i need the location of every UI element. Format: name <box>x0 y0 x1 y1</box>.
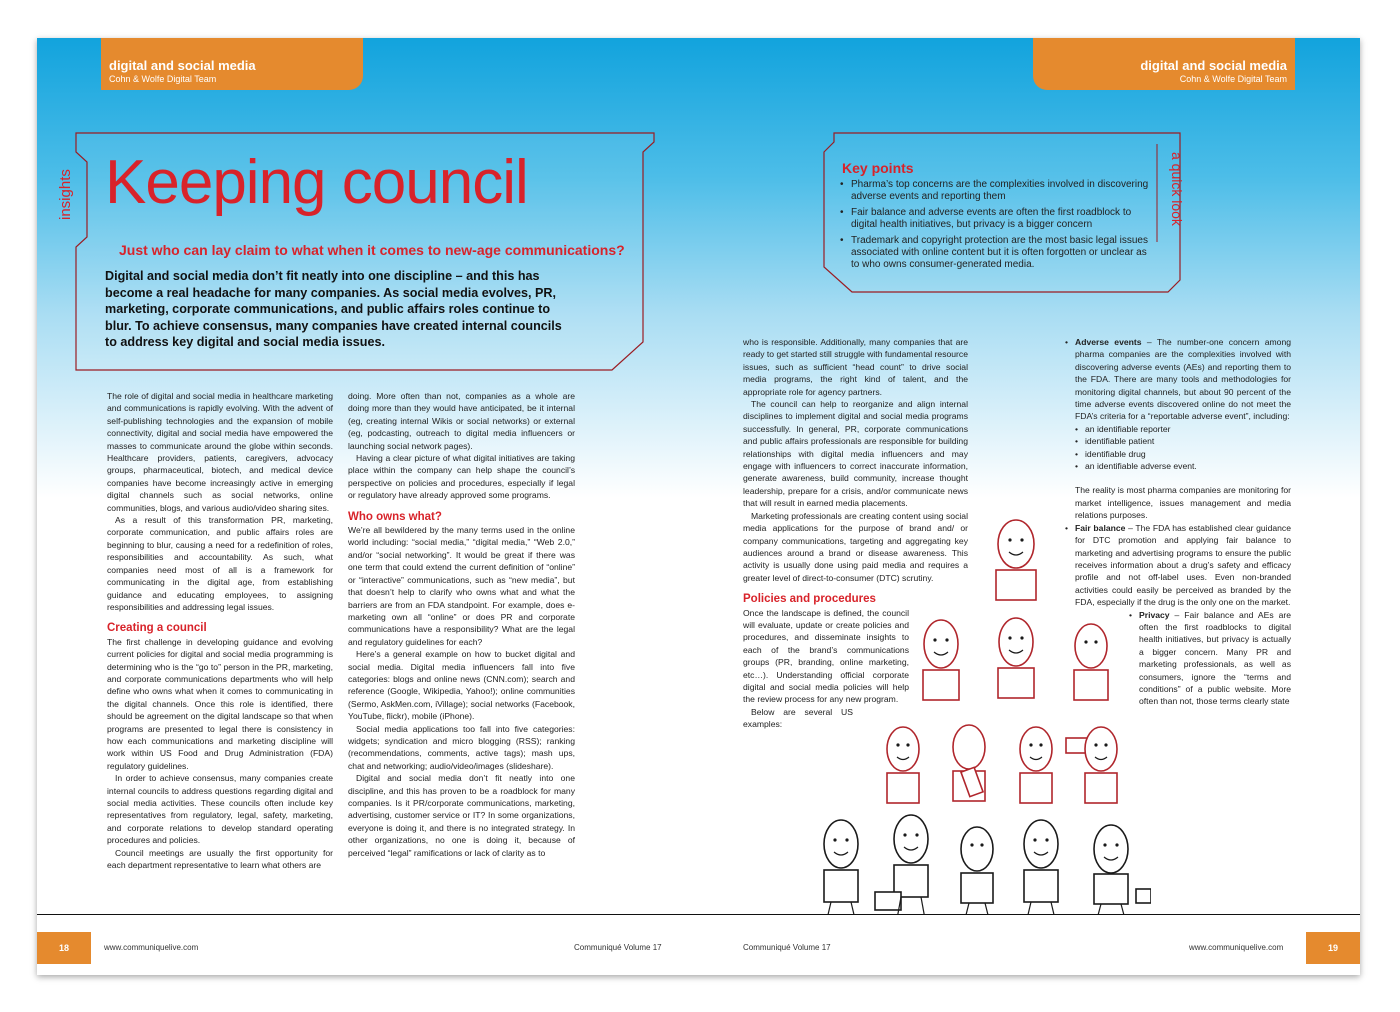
list-item <box>1127 609 1291 708</box>
section-heading: Who owns what? <box>348 510 442 523</box>
header-title: digital and social media <box>1140 58 1287 73</box>
paragraph: Marketing professionals are creating content using social media applications for the purpose of brand and/ or company communications, targeting and aggregating key audiences around a brand or disease awareness. This activity is usually done using paid media and requires a greater level of direct-to-consumer (DTC) scrutiny. <box>743 510 968 583</box>
sub-bullet-list <box>1063 423 1291 473</box>
paragraph: In order to achieve consensus, many companies create internal councils to address questions regarding digital and social media activities. These councils often include key representatives from regulatory, legal, safety, marketing, and corporate relations to develop standard operating procedures and policies. <box>107 773 333 846</box>
section-heading: Creating a council <box>107 622 207 635</box>
header-tab-right <box>1033 38 1295 90</box>
header-subtitle: Cohn & Wolfe Digital Team <box>109 74 217 84</box>
header-tab-left <box>101 38 363 90</box>
footer-magazine: Communiqué Volume 17 <box>574 943 662 952</box>
footer-url: www.communiquelive.com <box>1189 943 1284 952</box>
bullet-label: Privacy <box>1139 609 1170 620</box>
article-lede: Digital and social media don’t fit neatly into one discipline – and this has become a real headache for many companies. As social media evolves, PR, marketing, corporate communications, and public affairs roles continue to blur. To achieve consensus, many companies have created internal councils to address key digital and social media issues. <box>105 269 562 350</box>
footer-magazine: Communiqué Volume 17 <box>743 943 831 952</box>
text-column-2 <box>348 390 575 859</box>
magazine-spread <box>37 38 1360 975</box>
paragraph: The reality is most pharma companies are monitoring for market intelligence, issues management and media relations purposes. <box>1075 485 1291 521</box>
header-subtitle: Cohn & Wolfe Digital Team <box>1179 74 1287 84</box>
list-item: • an identifiable reporter <box>1063 423 1291 435</box>
list-item <box>1063 336 1291 423</box>
svg-text:a quick look: a quick look <box>1169 152 1185 226</box>
paragraph: The role of digital and social media in healthcare marketing and communications is rapidly evolving. With the advent of self-publishing technologies and the expansion of mobile connectivity, digital and social media have empowered the masses to communicate around the globe within seconds. Healthcare providers, patients, caregivers, advocacy groups, pharmaceutical, biotech, and medical device companies have become increasingly active in emerging digital channels such as social networks, online communities, blogs, and various audio/video sharing sites. <box>107 391 333 513</box>
paragraph: The council can help to reorganize and align internal disciplines to implement digital and social media programs successfully. In general, PR, corporate communications and public affairs professionals are responsible for building relationships with digital media influencers and may engage with influencers to correct inaccurate information, generate awareness, build community, increase thought leadership, prepare for a crisis, and/or communicate news that will result in earned media placements. <box>743 399 968 509</box>
list-item: • identifiable drug <box>1063 448 1291 460</box>
svg-text:insights: insights <box>57 169 74 220</box>
footer-url: www.communiquelive.com <box>104 943 199 952</box>
paragraph: We’re all bewildered by the many terms used in the online world including: “social media,” “digital media,” “Web 2.0,” and/or “social networking”. It would be great if there was one term that could extend the current definition of “online” or “interactive” communications, such as “new media”, but that doesn’t help to clarify who owns what and what the barriers are from an FDA standpoint. For example, does e-marketing own all “online” or does PR and corporate communications have a responsibility? What are the legal and regulatory guidelines for each? <box>348 525 575 647</box>
list-item: • Pharma’s top concerns are the complexities involved in discovering adverse events and reporting them <box>839 179 1157 203</box>
a-quick-look-label <box>1165 146 1189 246</box>
paragraph: The first challenge in developing guidance and evolving current policies for digital and social media programming is determining who is the “go to” person in the PR, marketing, and corporate communications departments who will help define who owns what when it comes to communicating in the digital channels. Once this role is identified, there should be agreement on the digital landscape so that when programs are presented to legal there is consistency in how each communications and marketing discipline will work within US Food and Drug Administration (FDA) regulatory guidelines. <box>107 636 333 771</box>
people-pyramid-illustration <box>791 514 1151 914</box>
list-item: • identifiable patient <box>1063 435 1291 447</box>
list-item: • Trademark and copyright protection are the most basic legal issues associated with online content but it is often forgotten or unclear as to who owns consumer-generated media. <box>839 235 1157 271</box>
page-number-left: 18 <box>37 932 91 964</box>
paragraph: Once the landscape is defined, the council will evaluate, update or create policies and procedures, and disseminate insights to each of the brand’s communications groups (PR, branding, online marketing, etc…). Understanding official corporate digital and social media policies will help the review process for any new program. <box>743 607 909 705</box>
page-title: Keeping council <box>105 148 528 217</box>
page-number-right: 19 <box>1306 932 1360 964</box>
paragraph: As a result of this transformation PR, marketing, corporate communication, and public affairs roles are beginning to blur, causing a need for a redefinition of roles, responsibilities and accountability. As such, what companies need most of all is a framework for communicating in the digital age, from establishing guidance and educating employees, to assigning responsibilities and addressing legal issues. <box>107 515 333 612</box>
paragraph: Having a clear picture of what digital initiatives are taking place within the company can help shape the council’s perspective on policies and procedures, especially if legal or regulatory have already approved some programs. <box>348 453 575 501</box>
list-item: • an identifiable adverse event. <box>1063 460 1291 472</box>
article-deck: Just who can lay claim to what when it comes to new-age communications? <box>119 242 625 258</box>
paragraph: Council meetings are usually the first opportunity for each department representative to learn what others are <box>107 847 333 871</box>
insights-label <box>49 148 79 228</box>
section-heading: Policies and procedures <box>743 593 876 606</box>
bullet-text: – The number-one concern among pharma companies are the complexities involved with discovering adverse events (AEs) and reporting them to the FDA. There are many tools and methodologies for monitoring digital channels, but about 90 percent of the time adverse events discovered online do not meet the FDA’s criteria for a “reportable adverse event”, including: <box>1075 337 1291 422</box>
paragraph: Here’s a general example on how to bucket digital and social media. Digital media influencers fall into five categories: blogs and online news (CNN.com); search and reference (Google, Wikipedia, Yahoo!); online communities (Sermo, AskMen.com, iVillage); social networks (Facebook, YouTube, flickr), mobile (iPhone). <box>348 649 575 722</box>
paragraph: who is responsible. Additionally, many companies that are ready to get started still struggle with fundamental resource issues, such as sufficient “head count” to drive social media programs, the right kind of talent, and the appropriate role for agency partners. <box>743 337 968 397</box>
bullet-text: – Fair balance and AEs are often the first roadblocks to digital health initiatives, but privacy is actually a bigger concern. Many PR and marketing professionals, as well as consumers, ignore the “terms and conditions” of a public website. More often than not, those terms clearly state <box>1139 609 1291 707</box>
paragraph: doing. More often than not, companies as a whole are doing more than they would have anticipated, be it internal (eg, creating internal Wikis or social networks) or external (eg, podcasting, outreach to digital media influencers or launching social network pages). <box>348 391 575 451</box>
bullet-list <box>1063 336 1291 423</box>
text-column-1 <box>107 390 333 871</box>
list-item: • Fair balance and adverse events are often the first roadblock to digital health initiatives, but privacy is a bigger concern <box>839 207 1157 231</box>
bullet-label: Fair balance <box>1075 522 1126 533</box>
paragraph: Below are several US examples: <box>743 706 853 730</box>
footer-rule <box>37 914 1360 915</box>
bullet-text: – The FDA has established clear guidance for DTC promotion and applying fair balance to marketing and advertising programs to ensure the public receives information about a drug’s safety and efficacy profile and not off-label uses. Even non-branded activities could easily be perceived as branded by the FDA, especially if the drug is the only one on the market. <box>1075 522 1291 608</box>
paragraph: Digital and social media don’t fit neatly into one discipline, and this has proven to be a roadblock for many companies. Is it PR/corporate communications, marketing, advertising, customer service or IT? In some organizations, everyone is doing it, and there is no integrated strategy. In other organizations, no one is doing it, because of perceived “legal” ramifications or lack of clarity as to <box>348 773 575 858</box>
bullet-label: Adverse events <box>1075 337 1142 347</box>
key-points-list <box>839 179 1157 275</box>
header-title: digital and social media <box>109 58 256 73</box>
paragraph: Social media applications too fall into five categories: widgets; syndication and micro blogging (RSS); ranking (recommendations, comments, active tags); mash ups, chat and networking; audio/video/images (slideshare). <box>348 723 575 771</box>
key-points-title: Key points <box>842 160 914 176</box>
